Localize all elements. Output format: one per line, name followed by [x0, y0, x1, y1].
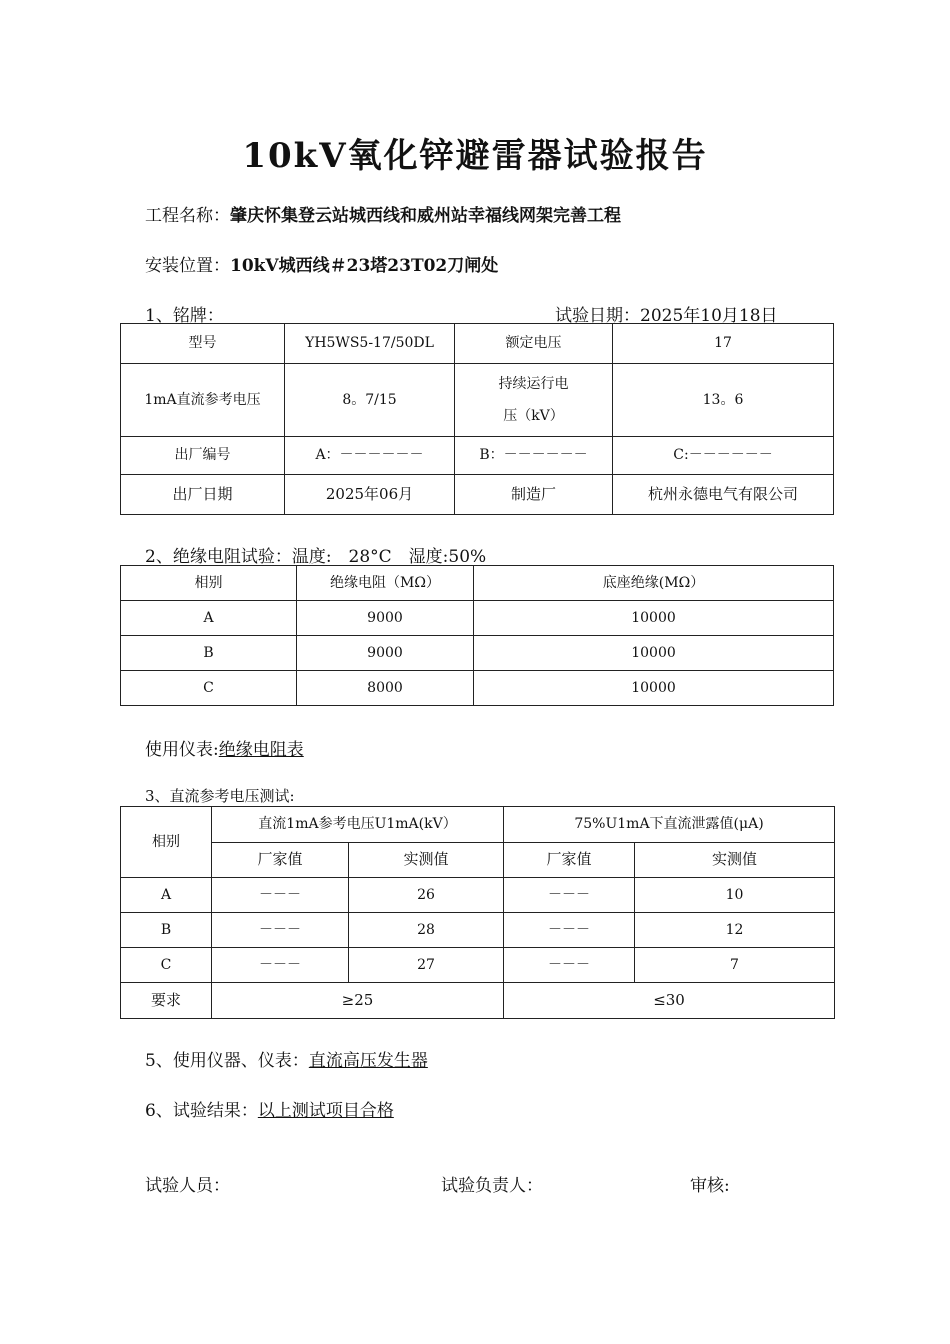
table-cell: B [121, 636, 297, 671]
table-cell: 10000 [474, 601, 834, 636]
table-cell: 9000 [297, 636, 474, 671]
table-row [121, 364, 834, 437]
table-cell: 26 [349, 878, 504, 913]
project-line [145, 201, 621, 226]
table-cell: A [121, 878, 212, 913]
table-cell: A [121, 601, 297, 636]
instruments-line [145, 1046, 428, 1071]
table-row [121, 636, 834, 671]
project-value: 肇庆怀集登云站城西线和威州站幸福线网架完善工程 [230, 206, 621, 226]
table-cell: －－－ [212, 948, 349, 983]
table-header: 绝缘电阻（MΩ） [297, 566, 474, 601]
table-row [121, 475, 834, 515]
table-cell: C [121, 948, 212, 983]
result-line [145, 1096, 394, 1121]
table-cell: 12 [635, 913, 835, 948]
group-header: 75%U1mA下直流泄露值(μA) [504, 807, 835, 843]
table-cell: A：－－－－－－ [285, 437, 455, 475]
table-cell: －－－ [212, 878, 349, 913]
table-cell: 持续运行电压（kV） [455, 364, 613, 437]
table-row [121, 437, 834, 475]
project-label: 工程名称： [145, 206, 230, 226]
result-label: 6、试验结果： [145, 1101, 258, 1121]
dc-test-table [120, 806, 835, 1019]
table-cell: －－－ [212, 913, 349, 948]
table-cell: B：－－－－－－ [455, 437, 613, 475]
insulation-instrument-line [145, 735, 304, 760]
table-cell: 出厂日期 [121, 475, 285, 515]
sub-header: 厂家值 [504, 843, 635, 878]
table-cell: －－－ [504, 948, 635, 983]
table-cell: 8。7/15 [285, 364, 455, 437]
table-cell: 2025年06月 [285, 475, 455, 515]
table-cell: 型号 [121, 324, 285, 364]
table-cell: 7 [635, 948, 835, 983]
instruments-value: 直流高压发生器 [308, 1051, 428, 1071]
phase-header: 相别 [121, 807, 212, 878]
signature-review: 审核: [690, 1176, 730, 1196]
insulation-table [120, 565, 834, 706]
table-row [121, 566, 834, 601]
result-value: 以上测试项目合格 [257, 1101, 394, 1121]
table-cell: 28 [349, 913, 504, 948]
table-row [121, 948, 835, 983]
table-row [121, 878, 835, 913]
table-cell: 10 [635, 878, 835, 913]
sub-header: 实测值 [635, 843, 835, 878]
table-cell: C:－－－－－－ [613, 437, 834, 475]
instrument-label: 使用仪表: [145, 740, 219, 760]
table-row [121, 843, 835, 878]
table-cell: B [121, 913, 212, 948]
table-header: 相别 [121, 566, 297, 601]
table-cell: 10000 [474, 671, 834, 706]
table-cell: －－－ [504, 878, 635, 913]
table-row [121, 983, 835, 1019]
table-cell: －－－ [504, 913, 635, 948]
table-cell: 额定电压 [455, 324, 613, 364]
sub-header: 实测值 [349, 843, 504, 878]
table-row [121, 601, 834, 636]
dc-test-heading: 3、直流参考电压测试: [145, 787, 295, 805]
table-cell: 27 [349, 948, 504, 983]
table-cell: 出厂编号 [121, 437, 285, 475]
table-row [121, 913, 835, 948]
table-cell: 17 [613, 324, 834, 364]
nameplate-table [120, 323, 834, 515]
instruments-label: 5、使用仪器、仪表： [145, 1051, 309, 1071]
instrument-value: 绝缘电阻表 [218, 740, 304, 760]
table-header: 底座绝缘(MΩ） [474, 566, 834, 601]
sub-header: 厂家值 [212, 843, 349, 878]
table-cell: YH5WS5-17/50DL [285, 324, 455, 364]
signature-lead: 试验负责人： [441, 1176, 543, 1196]
table-cell: 13。6 [613, 364, 834, 437]
table-cell: 10000 [474, 636, 834, 671]
test-date: 试验日期：2025年10月18日 [555, 306, 778, 326]
requirement-label: 要求 [121, 983, 212, 1019]
requirement-voltage: ≥25 [212, 983, 504, 1019]
location-label: 安装位置： [145, 256, 230, 276]
requirement-leakage: ≤30 [504, 983, 835, 1019]
group-header: 直流1mA参考电压U1mA(kV） [212, 807, 504, 843]
table-cell: 1mA直流参考电压 [121, 364, 285, 437]
report-title: 10kV氧化锌避雷器试验报告 [242, 136, 708, 176]
signature-tester: 试验人员： [145, 1176, 230, 1196]
table-cell: 8000 [297, 671, 474, 706]
table-cell: 制造厂 [455, 475, 613, 515]
insulation-heading: 2、绝缘电阻试验：温度: 28°C 湿度:50% [145, 547, 487, 567]
table-row [121, 324, 834, 364]
nameplate-heading: 1、铭牌： [145, 306, 224, 326]
table-cell: 杭州永德电气有限公司 [613, 475, 834, 515]
table-cell: C [121, 671, 297, 706]
location-value: 10kV城西线＃23塔23T02刀闸处 [230, 256, 499, 276]
table-cell: 9000 [297, 601, 474, 636]
location-line [145, 251, 498, 276]
table-row [121, 807, 835, 843]
table-row [121, 671, 834, 706]
